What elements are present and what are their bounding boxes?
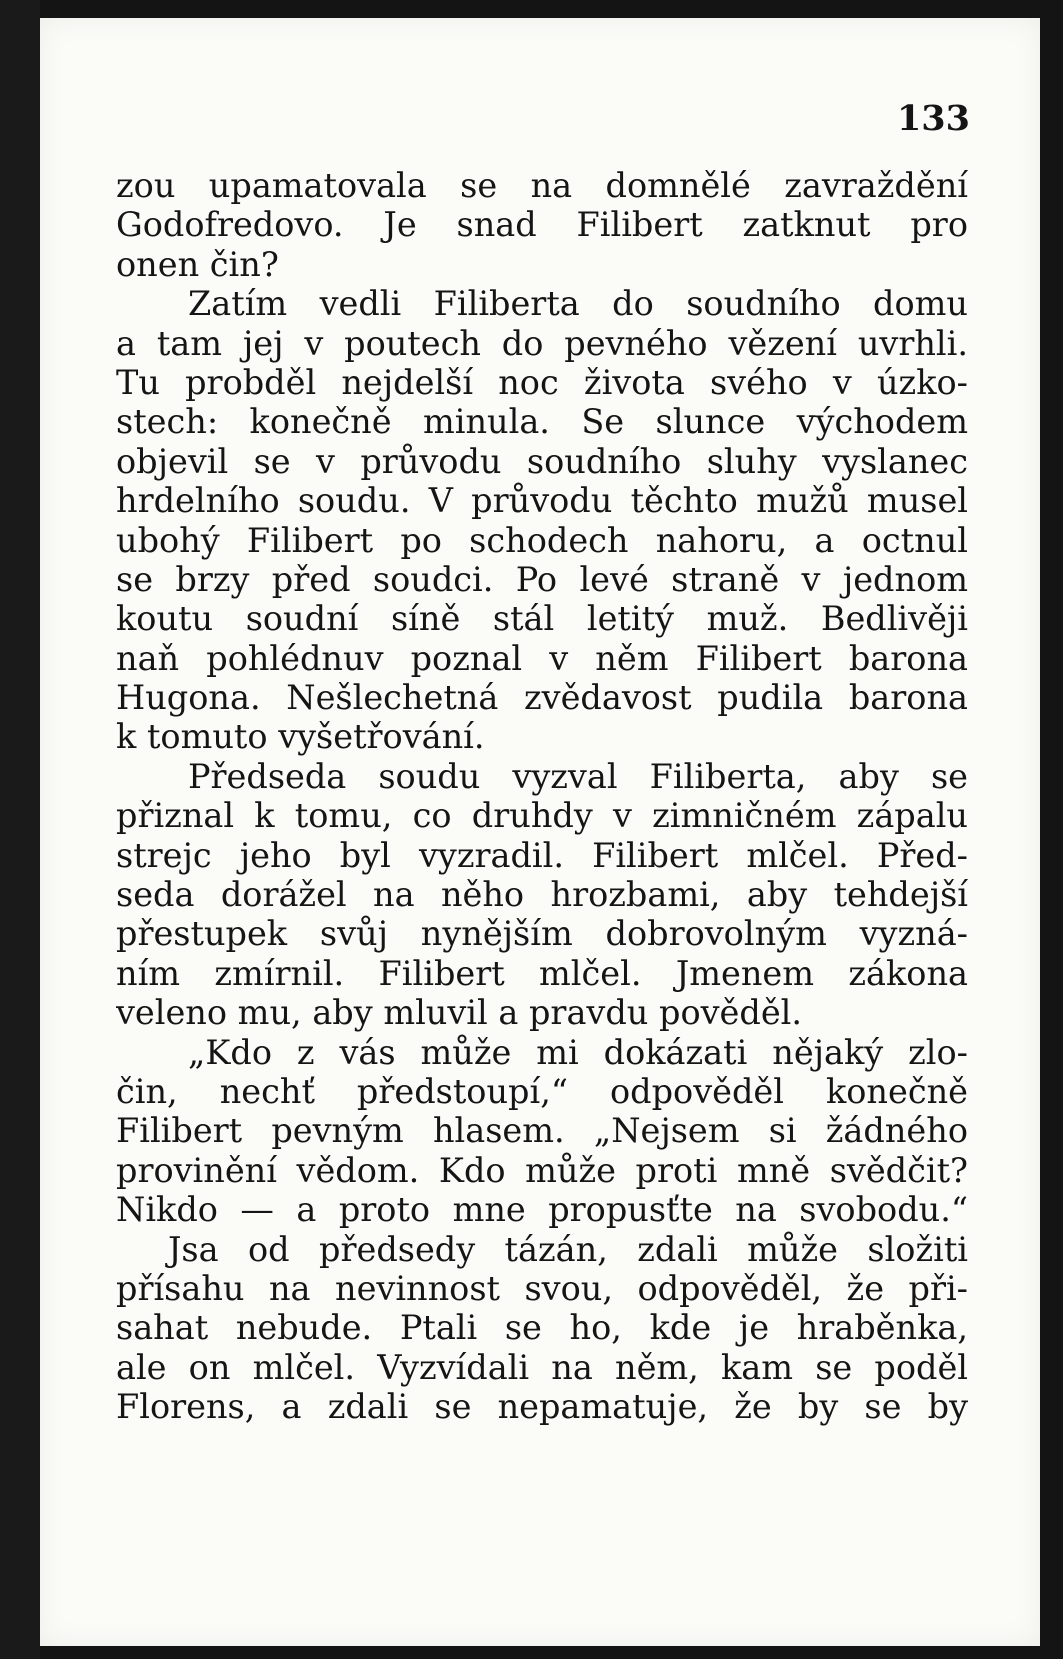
text-line: zou upamatovala se na domnělé zavraždění xyxy=(116,166,968,205)
text-line: stech: konečně minula. Se slunce východem xyxy=(116,402,968,442)
text-line: a tam jej v poutech do pevného vězení uvrhli. xyxy=(116,323,968,363)
text-line: koutu soudní síně stál letitý muž. Bedlivěji xyxy=(116,599,968,639)
text-line: přiznal k tomu, co druhdy v zimničném zápalu xyxy=(116,796,968,836)
body-text xyxy=(116,166,968,1427)
text-line: Hugona. Nešlechetná zvědavost pudila barona xyxy=(116,678,968,718)
text-line: Nikdo — a proto mne propusťte na svobodu.“ xyxy=(116,1190,968,1230)
text-line: k tomuto vyšetřování. xyxy=(116,717,485,757)
text-line: hrdelního soudu. V průvodu těchto mužů musel xyxy=(116,481,968,521)
text-line: „Kdo z vás může mi dokázati nějaký zlo- xyxy=(188,1032,968,1072)
text-line: sahat nebude. Ptali se ho, kde je hraběnka, xyxy=(116,1308,968,1348)
text-line: onen čin? xyxy=(116,244,279,284)
text-line: ním zmírnil. Filibert mlčel. Jmenem zákona xyxy=(116,953,968,993)
text-line: Zatím vedli Filiberta do soudního domu xyxy=(188,284,968,324)
text-line: Předseda soudu vyzval Filiberta, aby se xyxy=(188,756,968,796)
text-line: Florens, a zdali se nepamatuje, že by se by xyxy=(116,1387,968,1427)
scan-edge xyxy=(0,0,40,1659)
text-line: Jsa od předsedy tázán, zdali může složiti xyxy=(168,1229,968,1269)
text-line: veleno mu, aby mluvil a pravdu pověděl. xyxy=(116,993,803,1033)
text-line: provinění vědom. Kdo může proti mně svědčit? xyxy=(116,1150,968,1190)
text-line: se brzy před soudci. Po levé straně v jednom xyxy=(116,559,968,599)
text-line: naň pohlédnuv poznal v něm Filibert barona xyxy=(116,638,968,678)
text-line: čin, nechť předstoupí,“ odpověděl konečně xyxy=(116,1071,968,1111)
book-page xyxy=(40,18,1040,1646)
page-number: 133 xyxy=(896,98,970,139)
text-line: přestupek svůj nynějším dobrovolným vyzná- xyxy=(116,914,968,954)
text-line: ubohý Filibert po schodech nahoru, a octnul xyxy=(116,520,968,560)
text-line: strejc jeho byl vyzradil. Filibert mlčel. Před- xyxy=(116,835,968,875)
text-line: objevil se v průvodu soudního sluhy vyslanec xyxy=(116,441,968,481)
text-line: přísahu na nevinnost svou, odpověděl, že při- xyxy=(116,1268,968,1308)
text-line: seda dorážel na něho hrozbami, aby tehdejší xyxy=(116,875,968,915)
text-line: Filibert pevným hlasem. „Nejsem si žádného xyxy=(116,1111,968,1151)
text-line: ale on mlčel. Vyzvídali na něm, kam se poděl xyxy=(116,1347,968,1387)
text-line: Tu probděl nejdelší noc života svého v úzko- xyxy=(116,362,968,402)
text-line: Godofredovo. Je snad Filibert zatknut pro xyxy=(116,205,968,245)
